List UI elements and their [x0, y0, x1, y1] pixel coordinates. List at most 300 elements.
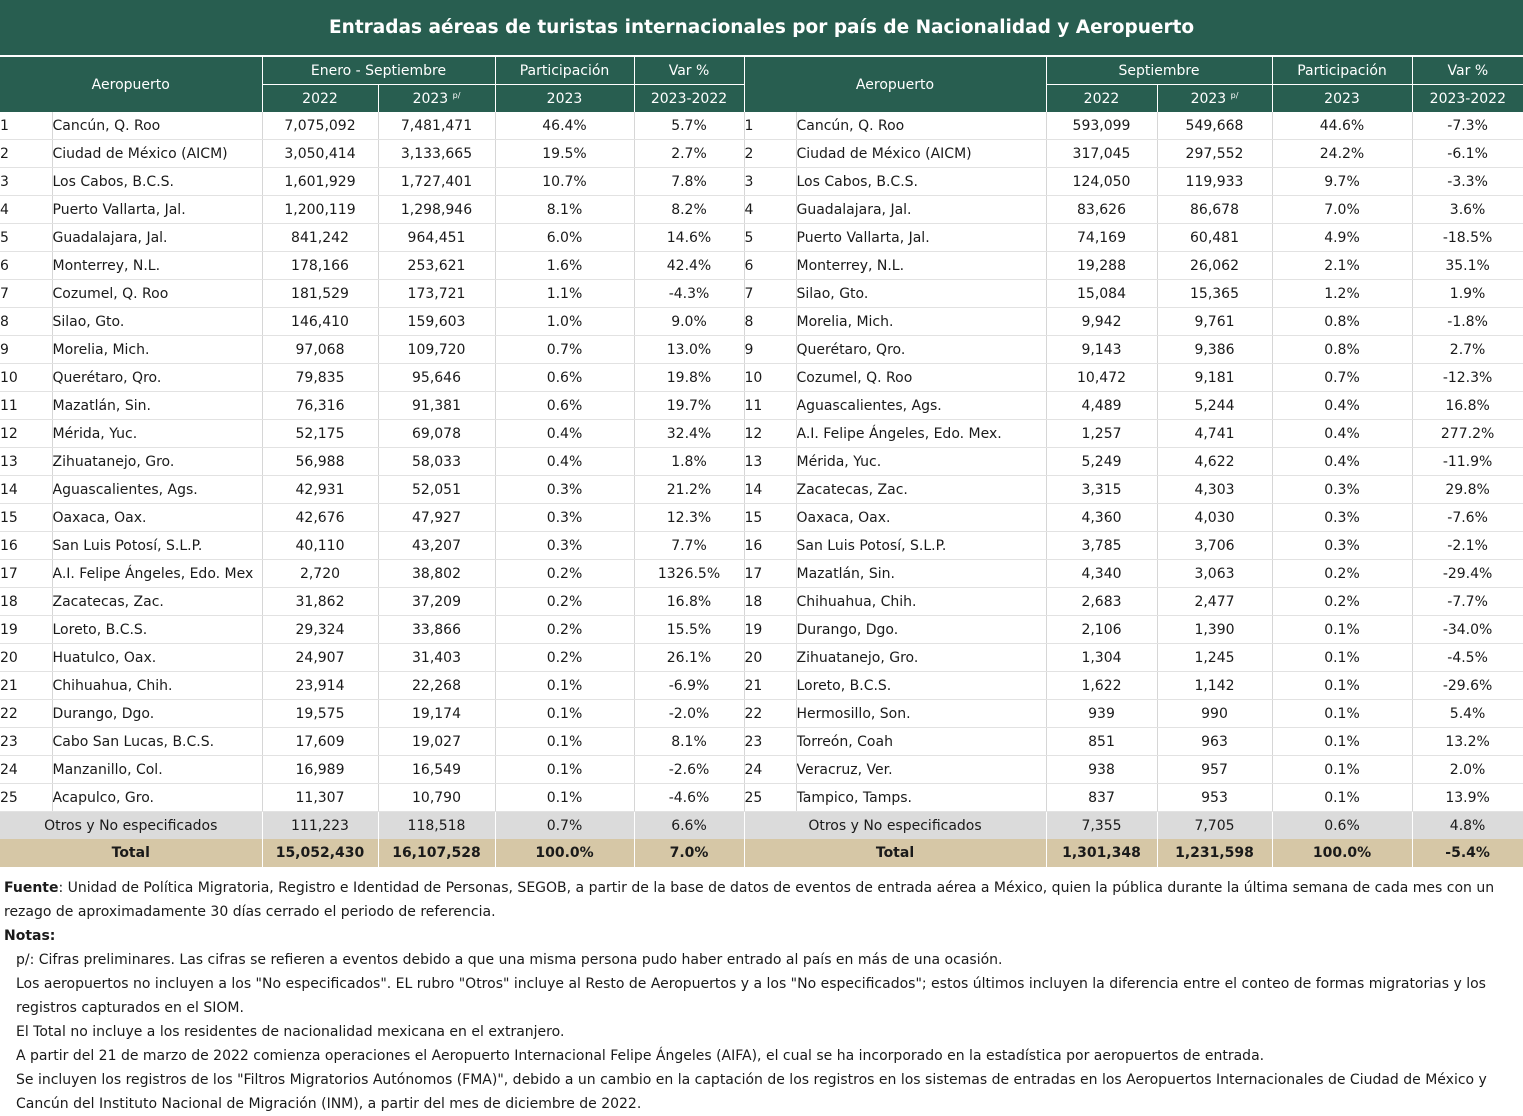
right-rank-cell: 22	[744, 700, 796, 728]
left-name-cell: Oaxaca, Oax.	[52, 504, 262, 532]
right-var-cell: 277.2%	[1412, 420, 1523, 448]
right-var-cell: -7.3%	[1412, 112, 1523, 140]
left-participacion-cell: 0.1%	[495, 728, 634, 756]
right-var-cell: 29.8%	[1412, 476, 1523, 504]
left-name-cell: A.I. Felipe Ángeles, Edo. Mex	[52, 560, 262, 588]
left-rank-cell: 21	[0, 672, 52, 700]
table-row	[0, 532, 1523, 560]
table-row	[0, 112, 1523, 140]
left-participacion-cell: 46.4%	[495, 112, 634, 140]
right-total-2022: 1,301,348	[1046, 839, 1157, 867]
left-var-cell: 5.7%	[634, 112, 744, 140]
left-var-cell: 2.7%	[634, 140, 744, 168]
right-name-cell: Torreón, Coah	[796, 728, 1046, 756]
left-var-cell: -2.0%	[634, 700, 744, 728]
right-total-label: Total	[744, 839, 1046, 867]
right-value-2022-cell: 317,045	[1046, 140, 1157, 168]
table-row	[0, 672, 1523, 700]
left-header-part-year: 2023	[495, 85, 634, 113]
left-name-cell: Mazatlán, Sin.	[52, 392, 262, 420]
right-otros-part: 0.6%	[1272, 812, 1412, 840]
right-name-cell: Zihuatanejo, Gro.	[796, 644, 1046, 672]
left-var-cell: 42.4%	[634, 252, 744, 280]
source-label: Fuente	[4, 880, 59, 896]
left-var-cell: 8.2%	[634, 196, 744, 224]
table-row	[0, 252, 1523, 280]
right-value-2022-cell: 3,785	[1046, 532, 1157, 560]
right-var-cell: 16.8%	[1412, 392, 1523, 420]
left-participacion-cell: 10.7%	[495, 168, 634, 196]
right-var-cell: -1.8%	[1412, 308, 1523, 336]
right-name-cell: Loreto, B.C.S.	[796, 672, 1046, 700]
left-value-2022-cell: 56,988	[262, 448, 378, 476]
table-row	[0, 168, 1523, 196]
right-rank-cell: 3	[744, 168, 796, 196]
note-item: Se incluyen los registros de los "Filtros Migratorios Autónomos (FMA)", debido a un cambio en la captación de los registros en los sistemas de entradas en los Aeropuertos Internacionales de Ciudad de México y Cancún del Instituto Nacional de Migración (INM), a partir del mes de diciembre de 2022.	[16, 1072, 1487, 1112]
left-name-cell: Morelia, Mich.	[52, 336, 262, 364]
left-rank-cell: 1	[0, 112, 52, 140]
left-var-cell: 9.0%	[634, 308, 744, 336]
left-value-2022-cell: 1,200,119	[262, 196, 378, 224]
right-header-aeropuerto: Aeropuerto	[744, 56, 1046, 112]
table-row	[0, 644, 1523, 672]
right-rank-cell: 14	[744, 476, 796, 504]
table-row	[0, 616, 1523, 644]
left-rank-cell: 11	[0, 392, 52, 420]
right-name-cell: Monterrey, N.L.	[796, 252, 1046, 280]
left-rank-cell: 12	[0, 420, 52, 448]
right-value-2023-cell: 9,181	[1157, 364, 1272, 392]
right-value-2022-cell: 939	[1046, 700, 1157, 728]
left-rank-cell: 8	[0, 308, 52, 336]
left-value-2023-cell: 52,051	[378, 476, 495, 504]
right-participacion-cell: 7.0%	[1272, 196, 1412, 224]
right-name-cell: Mazatlán, Sin.	[796, 560, 1046, 588]
right-name-cell: Durango, Dgo.	[796, 616, 1046, 644]
left-header-aeropuerto: Aeropuerto	[0, 56, 262, 112]
left-name-cell: Durango, Dgo.	[52, 700, 262, 728]
right-rank-cell: 23	[744, 728, 796, 756]
right-participacion-cell: 0.1%	[1272, 728, 1412, 756]
left-rank-cell: 24	[0, 756, 52, 784]
left-participacion-cell: 1.1%	[495, 280, 634, 308]
left-participacion-cell: 0.4%	[495, 420, 634, 448]
left-otros-var: 6.6%	[634, 812, 744, 840]
right-var-cell: -7.6%	[1412, 504, 1523, 532]
left-var-cell: 8.1%	[634, 728, 744, 756]
right-otros-var: 4.8%	[1412, 812, 1523, 840]
right-participacion-cell: 0.8%	[1272, 336, 1412, 364]
right-name-cell: Ciudad de México (AICM)	[796, 140, 1046, 168]
right-name-cell: Querétaro, Qro.	[796, 336, 1046, 364]
right-name-cell: Silao, Gto.	[796, 280, 1046, 308]
table-row	[0, 476, 1523, 504]
right-value-2023-cell: 9,761	[1157, 308, 1272, 336]
left-rank-cell: 10	[0, 364, 52, 392]
right-name-cell: Cozumel, Q. Roo	[796, 364, 1046, 392]
right-name-cell: Cancún, Q. Roo	[796, 112, 1046, 140]
left-rank-cell: 2	[0, 140, 52, 168]
right-rank-cell: 17	[744, 560, 796, 588]
left-name-cell: Acapulco, Gro.	[52, 784, 262, 812]
left-otros-label: Otros y No especificados	[0, 812, 262, 840]
right-value-2022-cell: 837	[1046, 784, 1157, 812]
right-name-cell: Guadalajara, Jal.	[796, 196, 1046, 224]
left-value-2022-cell: 1,601,929	[262, 168, 378, 196]
right-var-cell: -6.1%	[1412, 140, 1523, 168]
table-row	[0, 280, 1523, 308]
left-var-cell: 19.8%	[634, 364, 744, 392]
left-value-2022-cell: 181,529	[262, 280, 378, 308]
left-header-2023-sup: p/	[452, 90, 461, 100]
right-value-2023-cell: 4,030	[1157, 504, 1272, 532]
left-var-cell: 7.8%	[634, 168, 744, 196]
right-value-2022-cell: 10,472	[1046, 364, 1157, 392]
left-var-cell: 16.8%	[634, 588, 744, 616]
right-name-cell: Chihuahua, Chih.	[796, 588, 1046, 616]
left-value-2023-cell: 253,621	[378, 252, 495, 280]
table-row	[0, 784, 1523, 812]
right-rank-cell: 5	[744, 224, 796, 252]
right-value-2023-cell: 26,062	[1157, 252, 1272, 280]
right-var-cell: -29.4%	[1412, 560, 1523, 588]
left-participacion-cell: 0.1%	[495, 672, 634, 700]
left-header-2022: 2022	[262, 85, 378, 113]
left-name-cell: San Luis Potosí, S.L.P.	[52, 532, 262, 560]
left-otros-2022: 111,223	[262, 812, 378, 840]
right-rank-cell: 10	[744, 364, 796, 392]
left-participacion-cell: 0.1%	[495, 784, 634, 812]
right-value-2022-cell: 9,143	[1046, 336, 1157, 364]
notes-section	[4, 876, 1518, 1116]
right-header-participacion: Participación	[1272, 56, 1412, 85]
right-var-cell: -7.7%	[1412, 588, 1523, 616]
right-rank-cell: 24	[744, 756, 796, 784]
left-rank-cell: 7	[0, 280, 52, 308]
left-header-2023-label: 2023	[412, 90, 449, 107]
right-var-cell: -2.1%	[1412, 532, 1523, 560]
right-var-cell: 3.6%	[1412, 196, 1523, 224]
note-item: p/: Cifras preliminares. Las cifras se refieren a eventos debido a que una misma persona pudo haber entrado al país en más de una ocasión.	[16, 952, 1003, 968]
left-name-cell: Guadalajara, Jal.	[52, 224, 262, 252]
left-rank-cell: 25	[0, 784, 52, 812]
left-rank-cell: 13	[0, 448, 52, 476]
left-value-2023-cell: 43,207	[378, 532, 495, 560]
left-var-cell: -6.9%	[634, 672, 744, 700]
right-name-cell: Puerto Vallarta, Jal.	[796, 224, 1046, 252]
left-var-cell: -4.3%	[634, 280, 744, 308]
left-var-cell: 14.6%	[634, 224, 744, 252]
left-name-cell: Chihuahua, Chih.	[52, 672, 262, 700]
right-participacion-cell: 24.2%	[1272, 140, 1412, 168]
left-var-cell: 12.3%	[634, 504, 744, 532]
left-rank-cell: 16	[0, 532, 52, 560]
table-row	[0, 560, 1523, 588]
right-value-2022-cell: 938	[1046, 756, 1157, 784]
right-value-2022-cell: 4,340	[1046, 560, 1157, 588]
right-participacion-cell: 0.3%	[1272, 476, 1412, 504]
left-value-2023-cell: 37,209	[378, 588, 495, 616]
right-value-2022-cell: 1,257	[1046, 420, 1157, 448]
right-var-cell: -3.3%	[1412, 168, 1523, 196]
left-total-part: 100.0%	[495, 839, 634, 867]
right-value-2023-cell: 963	[1157, 728, 1272, 756]
right-rank-cell: 4	[744, 196, 796, 224]
right-total-part: 100.0%	[1272, 839, 1412, 867]
left-value-2023-cell: 16,549	[378, 756, 495, 784]
left-name-cell: Cancún, Q. Roo	[52, 112, 262, 140]
right-participacion-cell: 0.1%	[1272, 644, 1412, 672]
left-value-2022-cell: 23,914	[262, 672, 378, 700]
table-row	[0, 728, 1523, 756]
left-value-2023-cell: 91,381	[378, 392, 495, 420]
left-name-cell: Los Cabos, B.C.S.	[52, 168, 262, 196]
right-participacion-cell: 0.4%	[1272, 448, 1412, 476]
total-row	[0, 839, 1523, 867]
right-value-2023-cell: 5,244	[1157, 392, 1272, 420]
right-rank-cell: 9	[744, 336, 796, 364]
right-total-2023: 1,231,598	[1157, 839, 1272, 867]
right-value-2022-cell: 9,942	[1046, 308, 1157, 336]
right-value-2023-cell: 957	[1157, 756, 1272, 784]
left-var-cell: 1.8%	[634, 448, 744, 476]
table-row	[0, 140, 1523, 168]
right-name-cell: Tampico, Tamps.	[796, 784, 1046, 812]
left-value-2023-cell: 31,403	[378, 644, 495, 672]
left-rank-cell: 4	[0, 196, 52, 224]
left-header-var: Var %	[634, 56, 744, 85]
right-participacion-cell: 0.3%	[1272, 504, 1412, 532]
left-value-2022-cell: 11,307	[262, 784, 378, 812]
right-rank-cell: 18	[744, 588, 796, 616]
right-otros-2023: 7,705	[1157, 812, 1272, 840]
right-var-cell: 13.9%	[1412, 784, 1523, 812]
left-value-2022-cell: 24,907	[262, 644, 378, 672]
right-var-cell: 35.1%	[1412, 252, 1523, 280]
table-row	[0, 308, 1523, 336]
right-value-2022-cell: 1,304	[1046, 644, 1157, 672]
left-value-2022-cell: 97,068	[262, 336, 378, 364]
left-participacion-cell: 0.2%	[495, 644, 634, 672]
left-header-period: Enero - Septiembre	[262, 56, 495, 85]
right-value-2022-cell: 593,099	[1046, 112, 1157, 140]
table-title: Entradas aéreas de turistas internacionales por país de Nacionalidad y Aeropuerto	[0, 0, 1523, 56]
right-name-cell: Los Cabos, B.C.S.	[796, 168, 1046, 196]
left-participacion-cell: 0.6%	[495, 364, 634, 392]
right-rank-cell: 20	[744, 644, 796, 672]
note-item: El Total no incluye a los residentes de nacionalidad mexicana en el extranjero.	[16, 1024, 565, 1040]
left-header-2023	[378, 85, 495, 113]
right-value-2023-cell: 60,481	[1157, 224, 1272, 252]
right-value-2023-cell: 3,706	[1157, 532, 1272, 560]
left-total-label: Total	[0, 839, 262, 867]
left-participacion-cell: 0.3%	[495, 476, 634, 504]
left-value-2023-cell: 19,027	[378, 728, 495, 756]
left-participacion-cell: 0.4%	[495, 448, 634, 476]
right-value-2023-cell: 9,386	[1157, 336, 1272, 364]
left-total-var: 7.0%	[634, 839, 744, 867]
left-rank-cell: 9	[0, 336, 52, 364]
right-value-2023-cell: 953	[1157, 784, 1272, 812]
left-rank-cell: 14	[0, 476, 52, 504]
right-otros-2022: 7,355	[1046, 812, 1157, 840]
otros-row	[0, 812, 1523, 840]
right-otros-label: Otros y No especificados	[744, 812, 1046, 840]
left-value-2022-cell: 178,166	[262, 252, 378, 280]
right-participacion-cell: 0.1%	[1272, 784, 1412, 812]
left-value-2023-cell: 19,174	[378, 700, 495, 728]
right-header-part-year: 2023	[1272, 85, 1412, 113]
right-var-cell: 13.2%	[1412, 728, 1523, 756]
left-value-2022-cell: 841,242	[262, 224, 378, 252]
right-participacion-cell: 0.4%	[1272, 392, 1412, 420]
right-rank-cell: 15	[744, 504, 796, 532]
right-value-2023-cell: 3,063	[1157, 560, 1272, 588]
table-row	[0, 392, 1523, 420]
right-header-2023-label: 2023	[1190, 90, 1227, 107]
right-participacion-cell: 9.7%	[1272, 168, 1412, 196]
right-value-2022-cell: 19,288	[1046, 252, 1157, 280]
right-header-2022: 2022	[1046, 85, 1157, 113]
right-participacion-cell: 0.2%	[1272, 588, 1412, 616]
left-value-2023-cell: 1,727,401	[378, 168, 495, 196]
right-var-cell: -4.5%	[1412, 644, 1523, 672]
right-participacion-cell: 0.4%	[1272, 420, 1412, 448]
left-name-cell: Zihuatanejo, Gro.	[52, 448, 262, 476]
right-participacion-cell: 1.2%	[1272, 280, 1412, 308]
right-value-2023-cell: 1,245	[1157, 644, 1272, 672]
right-header-period: Septiembre	[1046, 56, 1272, 85]
right-var-cell: 5.4%	[1412, 700, 1523, 728]
left-participacion-cell: 0.3%	[495, 532, 634, 560]
right-name-cell: Morelia, Mich.	[796, 308, 1046, 336]
left-total-2022: 15,052,430	[262, 839, 378, 867]
left-name-cell: Puerto Vallarta, Jal.	[52, 196, 262, 224]
left-value-2023-cell: 3,133,665	[378, 140, 495, 168]
left-name-cell: Zacatecas, Zac.	[52, 588, 262, 616]
right-value-2022-cell: 2,106	[1046, 616, 1157, 644]
right-rank-cell: 25	[744, 784, 796, 812]
left-value-2023-cell: 58,033	[378, 448, 495, 476]
left-name-cell: Querétaro, Qro.	[52, 364, 262, 392]
left-value-2023-cell: 69,078	[378, 420, 495, 448]
right-name-cell: Hermosillo, Son.	[796, 700, 1046, 728]
right-var-cell: -34.0%	[1412, 616, 1523, 644]
left-rank-cell: 18	[0, 588, 52, 616]
table-row	[0, 588, 1523, 616]
left-value-2022-cell: 79,835	[262, 364, 378, 392]
right-rank-cell: 7	[744, 280, 796, 308]
left-otros-2023: 118,518	[378, 812, 495, 840]
left-var-cell: 1326.5%	[634, 560, 744, 588]
right-participacion-cell: 0.1%	[1272, 672, 1412, 700]
right-value-2022-cell: 74,169	[1046, 224, 1157, 252]
right-value-2022-cell: 124,050	[1046, 168, 1157, 196]
right-value-2022-cell: 83,626	[1046, 196, 1157, 224]
right-var-cell: -12.3%	[1412, 364, 1523, 392]
source-note	[4, 876, 1518, 924]
left-value-2023-cell: 95,646	[378, 364, 495, 392]
right-value-2022-cell: 4,360	[1046, 504, 1157, 532]
right-value-2023-cell: 4,303	[1157, 476, 1272, 504]
left-rank-cell: 5	[0, 224, 52, 252]
left-value-2023-cell: 38,802	[378, 560, 495, 588]
table-row	[0, 448, 1523, 476]
left-name-cell: Loreto, B.C.S.	[52, 616, 262, 644]
left-var-cell: 13.0%	[634, 336, 744, 364]
right-var-cell: 2.7%	[1412, 336, 1523, 364]
right-name-cell: Aguascalientes, Ags.	[796, 392, 1046, 420]
left-name-cell: Ciudad de México (AICM)	[52, 140, 262, 168]
right-name-cell: Mérida, Yuc.	[796, 448, 1046, 476]
left-name-cell: Cozumel, Q. Roo	[52, 280, 262, 308]
left-var-cell: 15.5%	[634, 616, 744, 644]
right-rank-cell: 2	[744, 140, 796, 168]
left-var-cell: 26.1%	[634, 644, 744, 672]
left-participacion-cell: 0.3%	[495, 504, 634, 532]
left-var-cell: 21.2%	[634, 476, 744, 504]
right-value-2022-cell: 851	[1046, 728, 1157, 756]
left-rank-cell: 3	[0, 168, 52, 196]
left-value-2023-cell: 1,298,946	[378, 196, 495, 224]
right-header-2023	[1157, 85, 1272, 113]
right-value-2022-cell: 1,622	[1046, 672, 1157, 700]
left-value-2023-cell: 47,927	[378, 504, 495, 532]
left-participacion-cell: 0.6%	[495, 392, 634, 420]
right-value-2023-cell: 119,933	[1157, 168, 1272, 196]
right-name-cell: A.I. Felipe Ángeles, Edo. Mex.	[796, 420, 1046, 448]
source-text: : Unidad de Política Migratoria, Registro e Identidad de Personas, SEGOB, a partir de la base de datos de eventos de entrada aérea a México, quien la pública durante la última semana de cada mes con un rezago de aproximadamente 30 días cerrado el periodo de referencia.	[4, 880, 1495, 920]
left-value-2022-cell: 31,862	[262, 588, 378, 616]
right-name-cell: Zacatecas, Zac.	[796, 476, 1046, 504]
left-name-cell: Silao, Gto.	[52, 308, 262, 336]
left-value-2022-cell: 29,324	[262, 616, 378, 644]
left-value-2023-cell: 159,603	[378, 308, 495, 336]
left-participacion-cell: 0.2%	[495, 588, 634, 616]
left-value-2022-cell: 40,110	[262, 532, 378, 560]
left-participacion-cell: 0.1%	[495, 756, 634, 784]
right-value-2023-cell: 990	[1157, 700, 1272, 728]
right-name-cell: Oaxaca, Oax.	[796, 504, 1046, 532]
left-value-2023-cell: 964,451	[378, 224, 495, 252]
left-participacion-cell: 8.1%	[495, 196, 634, 224]
right-rank-cell: 12	[744, 420, 796, 448]
left-rank-cell: 19	[0, 616, 52, 644]
right-participacion-cell: 0.3%	[1272, 532, 1412, 560]
right-value-2022-cell: 4,489	[1046, 392, 1157, 420]
left-header-participacion: Participación	[495, 56, 634, 85]
right-value-2022-cell: 2,683	[1046, 588, 1157, 616]
left-value-2023-cell: 10,790	[378, 784, 495, 812]
right-rank-cell: 8	[744, 308, 796, 336]
note-item: Los aeropuertos no incluyen a los "No especificados". EL rubro "Otros" incluye al Resto de Aeropuertos y a los "No especificados"; estos últimos incluyen la diferencia entre el conteo de formas migratorias y los registros capturados en el SIOM.	[16, 976, 1486, 1016]
right-rank-cell: 19	[744, 616, 796, 644]
left-var-cell: 19.7%	[634, 392, 744, 420]
right-participacion-cell: 0.2%	[1272, 560, 1412, 588]
left-rank-cell: 20	[0, 644, 52, 672]
right-rank-cell: 13	[744, 448, 796, 476]
left-rank-cell: 17	[0, 560, 52, 588]
left-participacion-cell: 0.1%	[495, 700, 634, 728]
right-rank-cell: 21	[744, 672, 796, 700]
left-name-cell: Cabo San Lucas, B.C.S.	[52, 728, 262, 756]
right-rank-cell: 6	[744, 252, 796, 280]
right-value-2023-cell: 297,552	[1157, 140, 1272, 168]
left-value-2022-cell: 42,676	[262, 504, 378, 532]
table-row	[0, 420, 1523, 448]
right-rank-cell: 11	[744, 392, 796, 420]
table-row	[0, 700, 1523, 728]
